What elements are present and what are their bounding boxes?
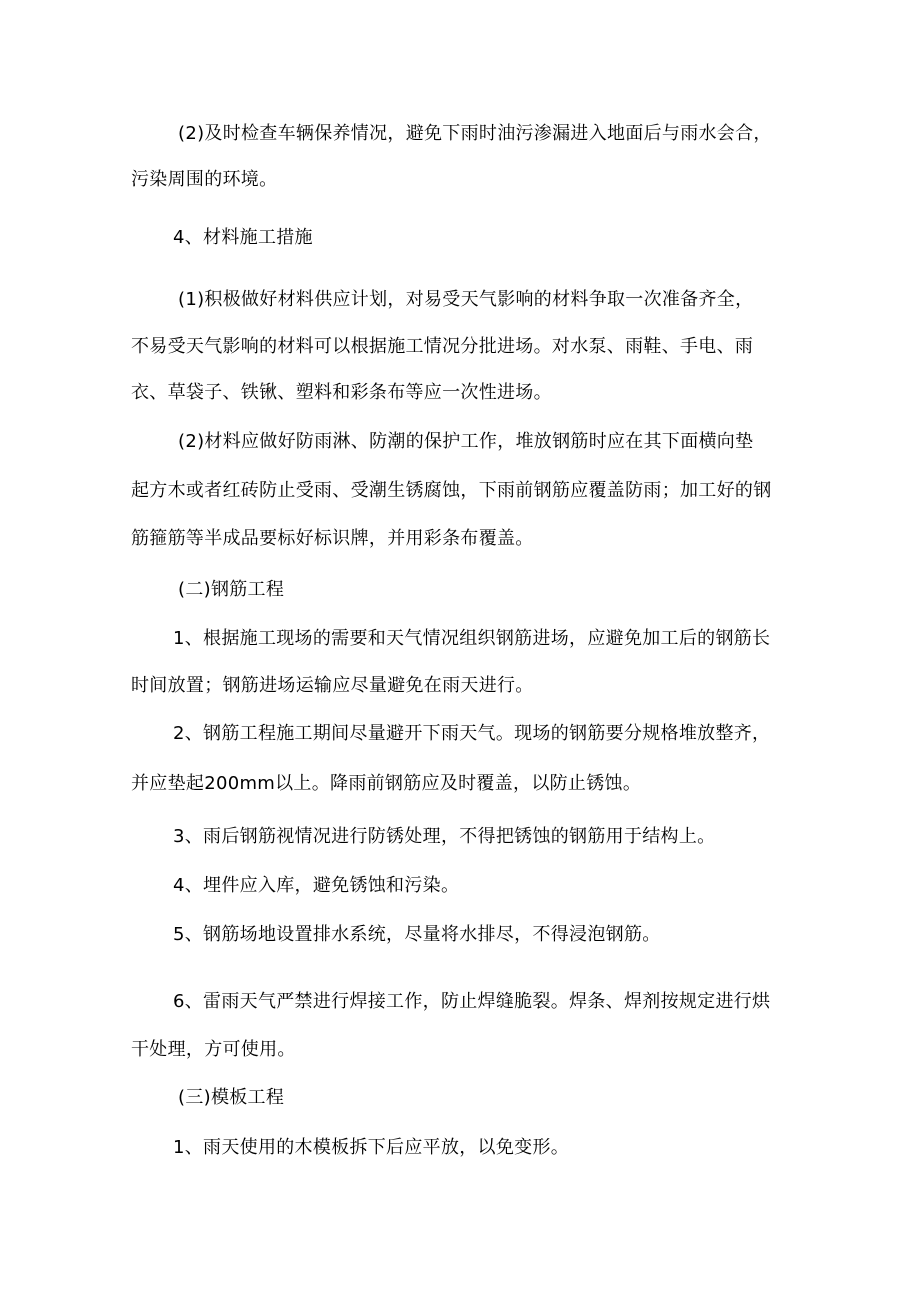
paragraph-line: 6、雷雨天气严禁进行焊接工作，防止焊缝脆裂。焊条、焊剂按规定进行烘 <box>173 991 771 1012</box>
paragraph-line: 2、钢筋工程施工期间尽量避开下雨天气。现场的钢筋要分规格堆放整齐， <box>173 723 771 744</box>
section-heading: (二)钢筋工程 <box>178 579 285 600</box>
paragraph-line: 干处理，方可使用。 <box>131 1039 296 1060</box>
section-heading: 4、材料施工措施 <box>173 227 313 248</box>
paragraph-line: (2)及时检查车辆保养情况，避免下雨时油污渗漏进入地面后与雨水会合， <box>178 123 772 144</box>
paragraph-line: 衣、草袋子、铁锹、塑料和彩条布等应一次性进场。 <box>131 382 552 403</box>
paragraph-line: 1、雨天使用的木模板拆下后应平放，以免变形。 <box>173 1137 570 1158</box>
paragraph-line: 污染周围的环境。 <box>131 169 278 190</box>
paragraph-line: 起方木或者红砖防止受雨、受潮生锈腐蚀，下雨前钢筋应覆盖防雨；加工好的钢 <box>131 480 772 501</box>
paragraph-line: 筋箍筋等半成品要标好标识牌，并用彩条布覆盖。 <box>131 528 534 549</box>
paragraph-line: 时间放置；钢筋进场运输应尽量避免在雨天进行。 <box>131 675 534 696</box>
paragraph-line: 并应垫起200mm以上。降雨前钢筋应及时覆盖，以防止锈蚀。 <box>131 773 642 794</box>
paragraph-line: 4、埋件应入库，避免锈蚀和污染。 <box>173 875 460 896</box>
section-heading: (三)模板工程 <box>178 1087 285 1108</box>
paragraph-line: (2)材料应做好防雨淋、防潮的保护工作，堆放钢筋时应在其下面横向垫 <box>178 431 754 452</box>
paragraph-line: 不易受天气影响的材料可以根据施工情况分批进场。对水泵、雨鞋、手电、雨 <box>131 336 754 357</box>
paragraph-line: 3、雨后钢筋视情况进行防锈处理，不得把锈蚀的钢筋用于结构上。 <box>173 826 716 847</box>
paragraph-line: 1、根据施工现场的需要和天气情况组织钢筋进场，应避免加工后的钢筋长 <box>173 628 771 649</box>
paragraph-line: 5、钢筋场地设置排水系统，尽量将水排尽，不得浸泡钢筋。 <box>173 924 661 945</box>
paragraph-line: (1)积极做好材料供应计划，对易受天气影响的材料争取一次准备齐全， <box>178 289 754 310</box>
